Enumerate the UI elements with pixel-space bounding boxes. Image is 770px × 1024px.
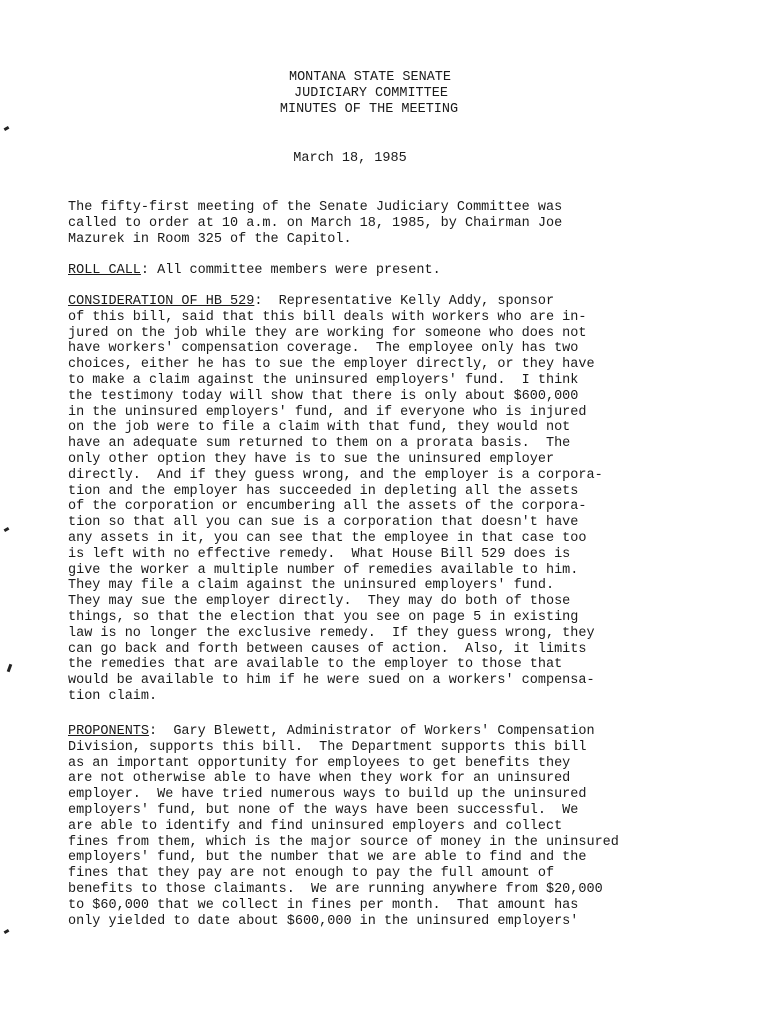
proponents-text: : Gary Blewett, Administrator of Workers' Compensation Division, supports this bill. The Department supports this bill as an important opportunity for employees to get benefits they are not otherwise able to have when they work for an uninsured employer. We have tried numerous ways to build up the uninsured employers' fund, but none of the ways have been successful. We are able to identify and find uninsured employers and collect fines from them, which is the major source of money in the uninsured employers' fund, but the number that we are able to find and the fines that they pay are not enough to pay the full amount of benefits to those claimants. We are running anywhere from $20,000 to $60,000 that we collect in fines per month. That amount has only yielded to date about $600,000 in the uninsured employers' (68, 724, 619, 929)
scan-mark (4, 527, 10, 532)
hb529-paragraph (68, 294, 728, 705)
scan-mark (7, 664, 13, 673)
roll-call-label: ROLL CALL (68, 263, 141, 278)
header-committee: JUDICIARY COMMITTEE (294, 86, 448, 101)
header-senate: MONTANA STATE SENATE (288, 70, 452, 85)
roll-call-paragraph (68, 263, 728, 279)
hb529-label: CONSIDERATION OF HB 529 (68, 294, 255, 309)
hb529-text: : Representative Kelly Addy, sponsor of this bill, said that this bill deals with workers who are in- jured on the job while they are working for someone who does not have workers' compensation coverage. The employee only has two choices, either he has to sue the employer directly, or they have to make a claim against the uninsured employers' fund. I think the testimony today will show that there is only about $600,000 in the uninsured employers' fund, and if everyone who is injured on the job were to file a claim with that fund, they would not have an adequate sum returned to them on a prorata basis. The only other option they have is to sue the uninsured employer directly. And if they guess wrong, and the employer is a corpora- tion and the employer has succeeded in depleting all the assets of the corporation or encumbering all the assets of the corpora- tion so that all you can sue is a corporation that doesn't have any assets in it, you can see that the employee in that case too is left with no effective remedy. What House Bill 529 does is give the worker a multiple number of remedies available to him. They may file a claim against the uninsured employers' fund. They may sue the employer directly. They may do both of those things, so that the election that you see on page 5 in existing law is no longer the exclusive remedy. If they guess wrong, they can go back and forth between causes of action. Also, it limits the remedies that are available to the employer to those that would be available to him if he were sued on a workers' compensa- tion claim. (68, 294, 603, 704)
document-header (0, 70, 770, 118)
intro-paragraph: The fifty-first meeting of the Senate Judiciary Committee was called to order at 10 a.m. on March 18, 1985, by Chairman Joe Mazurek in Room 325 of the Capitol. (68, 200, 563, 247)
proponents-paragraph (68, 724, 728, 929)
meeting-date: March 18, 1985 (293, 151, 407, 166)
scan-mark (4, 929, 10, 934)
header-minutes: MINUTES OF THE MEETING (279, 102, 459, 117)
proponents-label: PROPONENTS (68, 724, 150, 739)
scan-mark (4, 126, 10, 131)
roll-call-text: : All committee members were present. (140, 263, 441, 278)
